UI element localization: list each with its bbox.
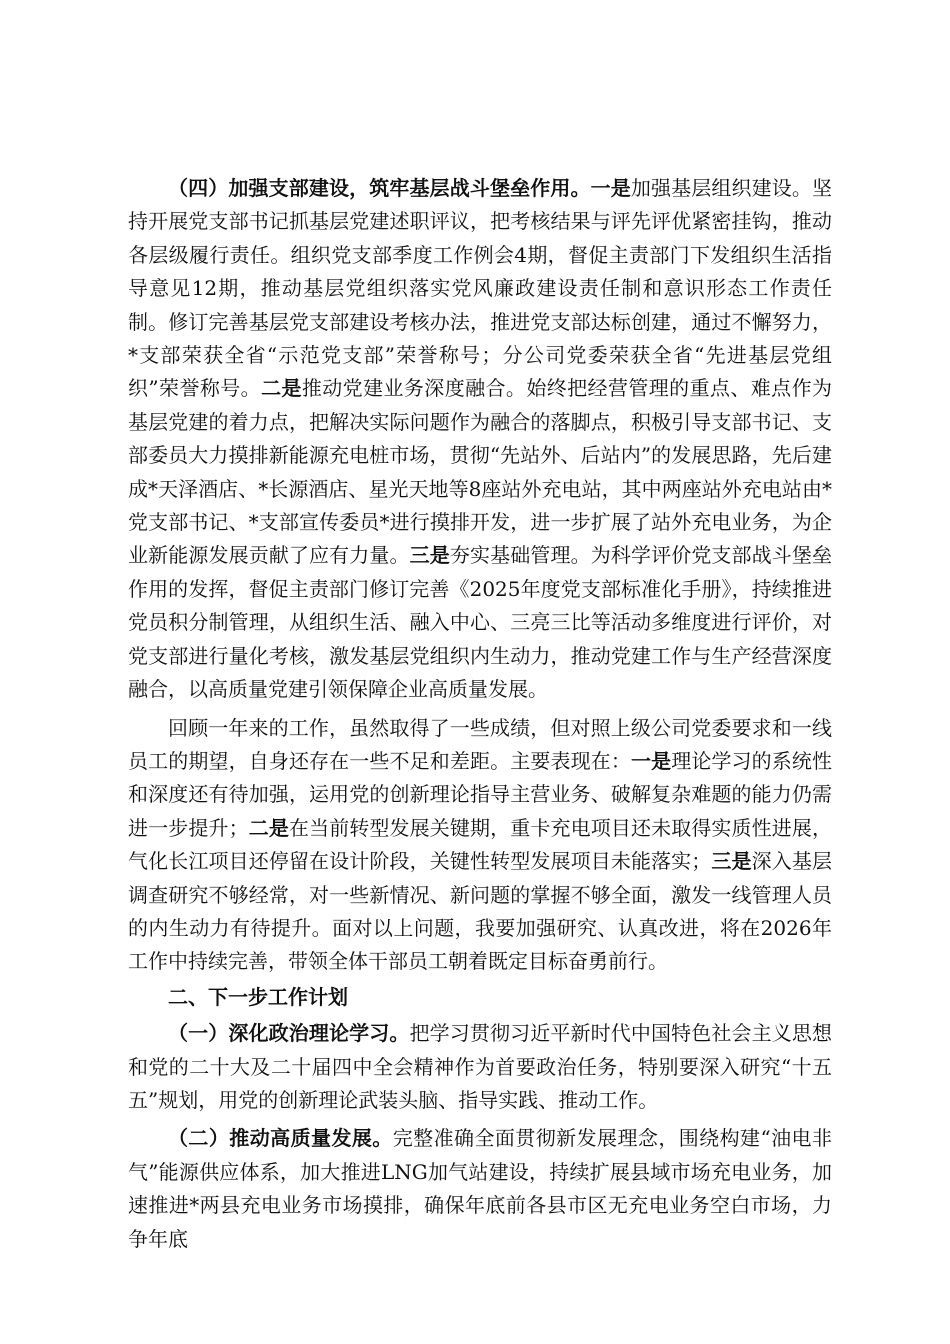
body-text: 深入基层调查研究不够经常，对一些新情况、新问题的掌握不够全面，激发一线管理人员的内生动力有待提升。面对以上问题，我要加强研究、认真改进，将在2026年工作中持续完善，带领全体干部员工朝着既定目标奋勇前行。 xyxy=(128,849,833,974)
paragraph-plan-development xyxy=(128,1122,832,1256)
paragraph-plan-theory-study xyxy=(128,1017,832,1117)
body-text: 推动党建业务深度融合。始终把经营管理的重点、难点作为基层党建的着力点，把解决实际问题作为融合的落脚点，积极引导支部书记、支部委员大力摸排新能源充电桩市场，贯彻“先站外、后站内”的发展思路，先后建成*天泽酒店、*长源酒店、星光天地等8座站外充电站，其中两座站外充电站由*党支部书记、*支部宣传委员*进行摸排开发，进一步扩展了站外充电业务，为企业新能源发展贡献了应有力量。 xyxy=(128,376,832,568)
body-text: 完整准确全面贯彻新发展理念，围绕构建“油电非气”能源供应体系，加大推进LNG加气站建设，持续扩展县域市场充电业务，加速推进*两县充电业务市场摸排，确保年底前各县市区无充电业务空白市场，力争年底 xyxy=(128,1126,832,1251)
point-marker-three: 三是 xyxy=(711,849,752,874)
body-text: 理论学习的系统性和深度还有待加强，运用党的创新理论指导主营业务、破解复杂难题的能力仍需进一步提升； xyxy=(128,748,833,840)
body-text: 加强基层组织建设。坚持开展党支部书记抓基层党建述职评议，把考核结果与评先评优紧密挂钩，推动各层级履行责任。组织党支部季度工作例会4期，督促主责部门下发组织生活指导意见12期，推动基层党组织落实党风廉政建设责任制和意识形态工作责任制。修订完善基层党支部建设考核办法，推进党支部达标创建，通过不懈努力，*支部荣获全省“示范党支部”荣誉称号；分公司党委荣获全省“先进基层党组织”荣誉称号。 xyxy=(128,176,832,401)
body-text: 把学习贯彻习近平新时代中国特色社会主义思想和党的二十大及二十届四中全会精神作为首要政治任务，特别要深入研究“十五五”规划，用党的创新理论武装头脑、指导实践、推动工作。 xyxy=(128,1021,832,1112)
document-page xyxy=(128,172,832,1256)
section-two-heading: 二、下一步工作计划 xyxy=(168,984,348,1009)
plan-one-heading: （一）深化政治理论学习。 xyxy=(168,1021,410,1046)
section-heading-next-plan xyxy=(128,981,832,1014)
point-marker-two: 二是 xyxy=(261,376,302,401)
paragraph-review xyxy=(128,712,832,979)
point-marker-two: 二是 xyxy=(248,815,289,840)
plan-two-heading: （二）推动高质量发展。 xyxy=(168,1126,393,1151)
section-four-heading: （四）加强支部建设，筑牢基层战斗堡垒作用。一是 xyxy=(168,176,631,200)
body-text: 回顾一年来的工作，虽然取得了一些成绩，但对照上级公司党委要求和一线员工的期望，自身还存在一些不足和差距。主要表现在： xyxy=(128,715,832,773)
body-text: 夯实基础管理。为科学评价党支部战斗堡垒作用的发挥，督促主责部门修订完善《2025年度党支部标准化手册》，持续推进党员积分制管理，从组织生活、融入中心、三亮三比等活动多维度进行评价，对党支部进行量化考核，激发基层党组织内生动力，推动党建工作与生产经营深度融合，以高质量党建引领保障企业高质量发展。 xyxy=(128,543,833,702)
body-text: 在当前转型发展关键期，重卡充电项目还未取得实质性进展，气化长江项目还停留在设计阶段，关键性转型发展项目未能落实； xyxy=(128,815,833,874)
paragraph-branch-building xyxy=(128,172,832,707)
point-marker-one: 一是 xyxy=(630,748,672,773)
point-marker-three: 三是 xyxy=(409,543,450,568)
